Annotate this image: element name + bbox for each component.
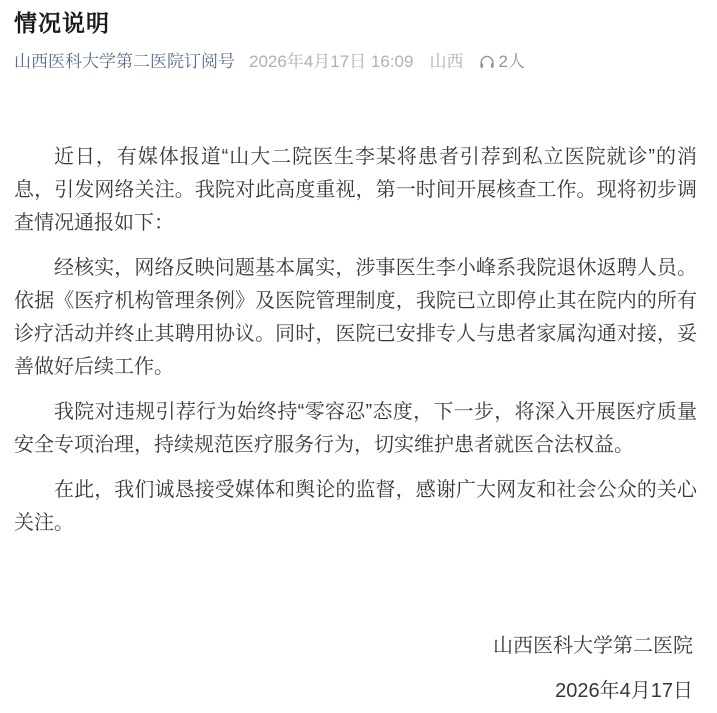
listen-count-label: 2人 (498, 52, 525, 71)
paragraph: 在此，我们诚恳接受媒体和舆论的监督，感谢广大网友和社会公众的关心关注。 (14, 479, 697, 534)
publish-location: 山西 (429, 52, 464, 71)
account-name-link[interactable]: 山西医科大学第二医院订阅号 (14, 52, 235, 71)
signature-block (14, 630, 697, 708)
publish-datetime: 2026年4月17日 16:09 (249, 52, 414, 71)
signature-org: 山西医科大学第二医院 (493, 635, 693, 657)
page-title: 情况说明 (14, 10, 110, 36)
signature-date: 2026年4月17日 (555, 680, 693, 702)
paragraph: 我院对违规引荐行为始终持“零容忍”态度，下一步，将深入开展医疗质量安全专项治理，持续规范医疗服务行为，切实维护患者就医合法权益。 (14, 401, 697, 456)
article-body (14, 141, 697, 540)
headphones-icon (478, 53, 498, 71)
listen-count-button[interactable] (478, 51, 524, 73)
paragraph: 经核实，网络反映问题基本属实，涉事医生李小峰系我院退休返聘人员。依据《医疗机构管理条例》及医院管理制度，我院已立即停止其在院内的所有诊疗活动并终止其聘用协议。同时，医院已安排专人与患者家属沟通对接，妥善做好后续工作。 (14, 257, 697, 378)
paragraph: 近日，有媒体报道“山大二院医生李某将患者引荐到私立医院就诊”的消息，引发网络关注。我院对此高度重视，第一时间开展核查工作。现将初步调查情况通报如下： (14, 146, 697, 234)
article-meta-row (14, 51, 697, 73)
